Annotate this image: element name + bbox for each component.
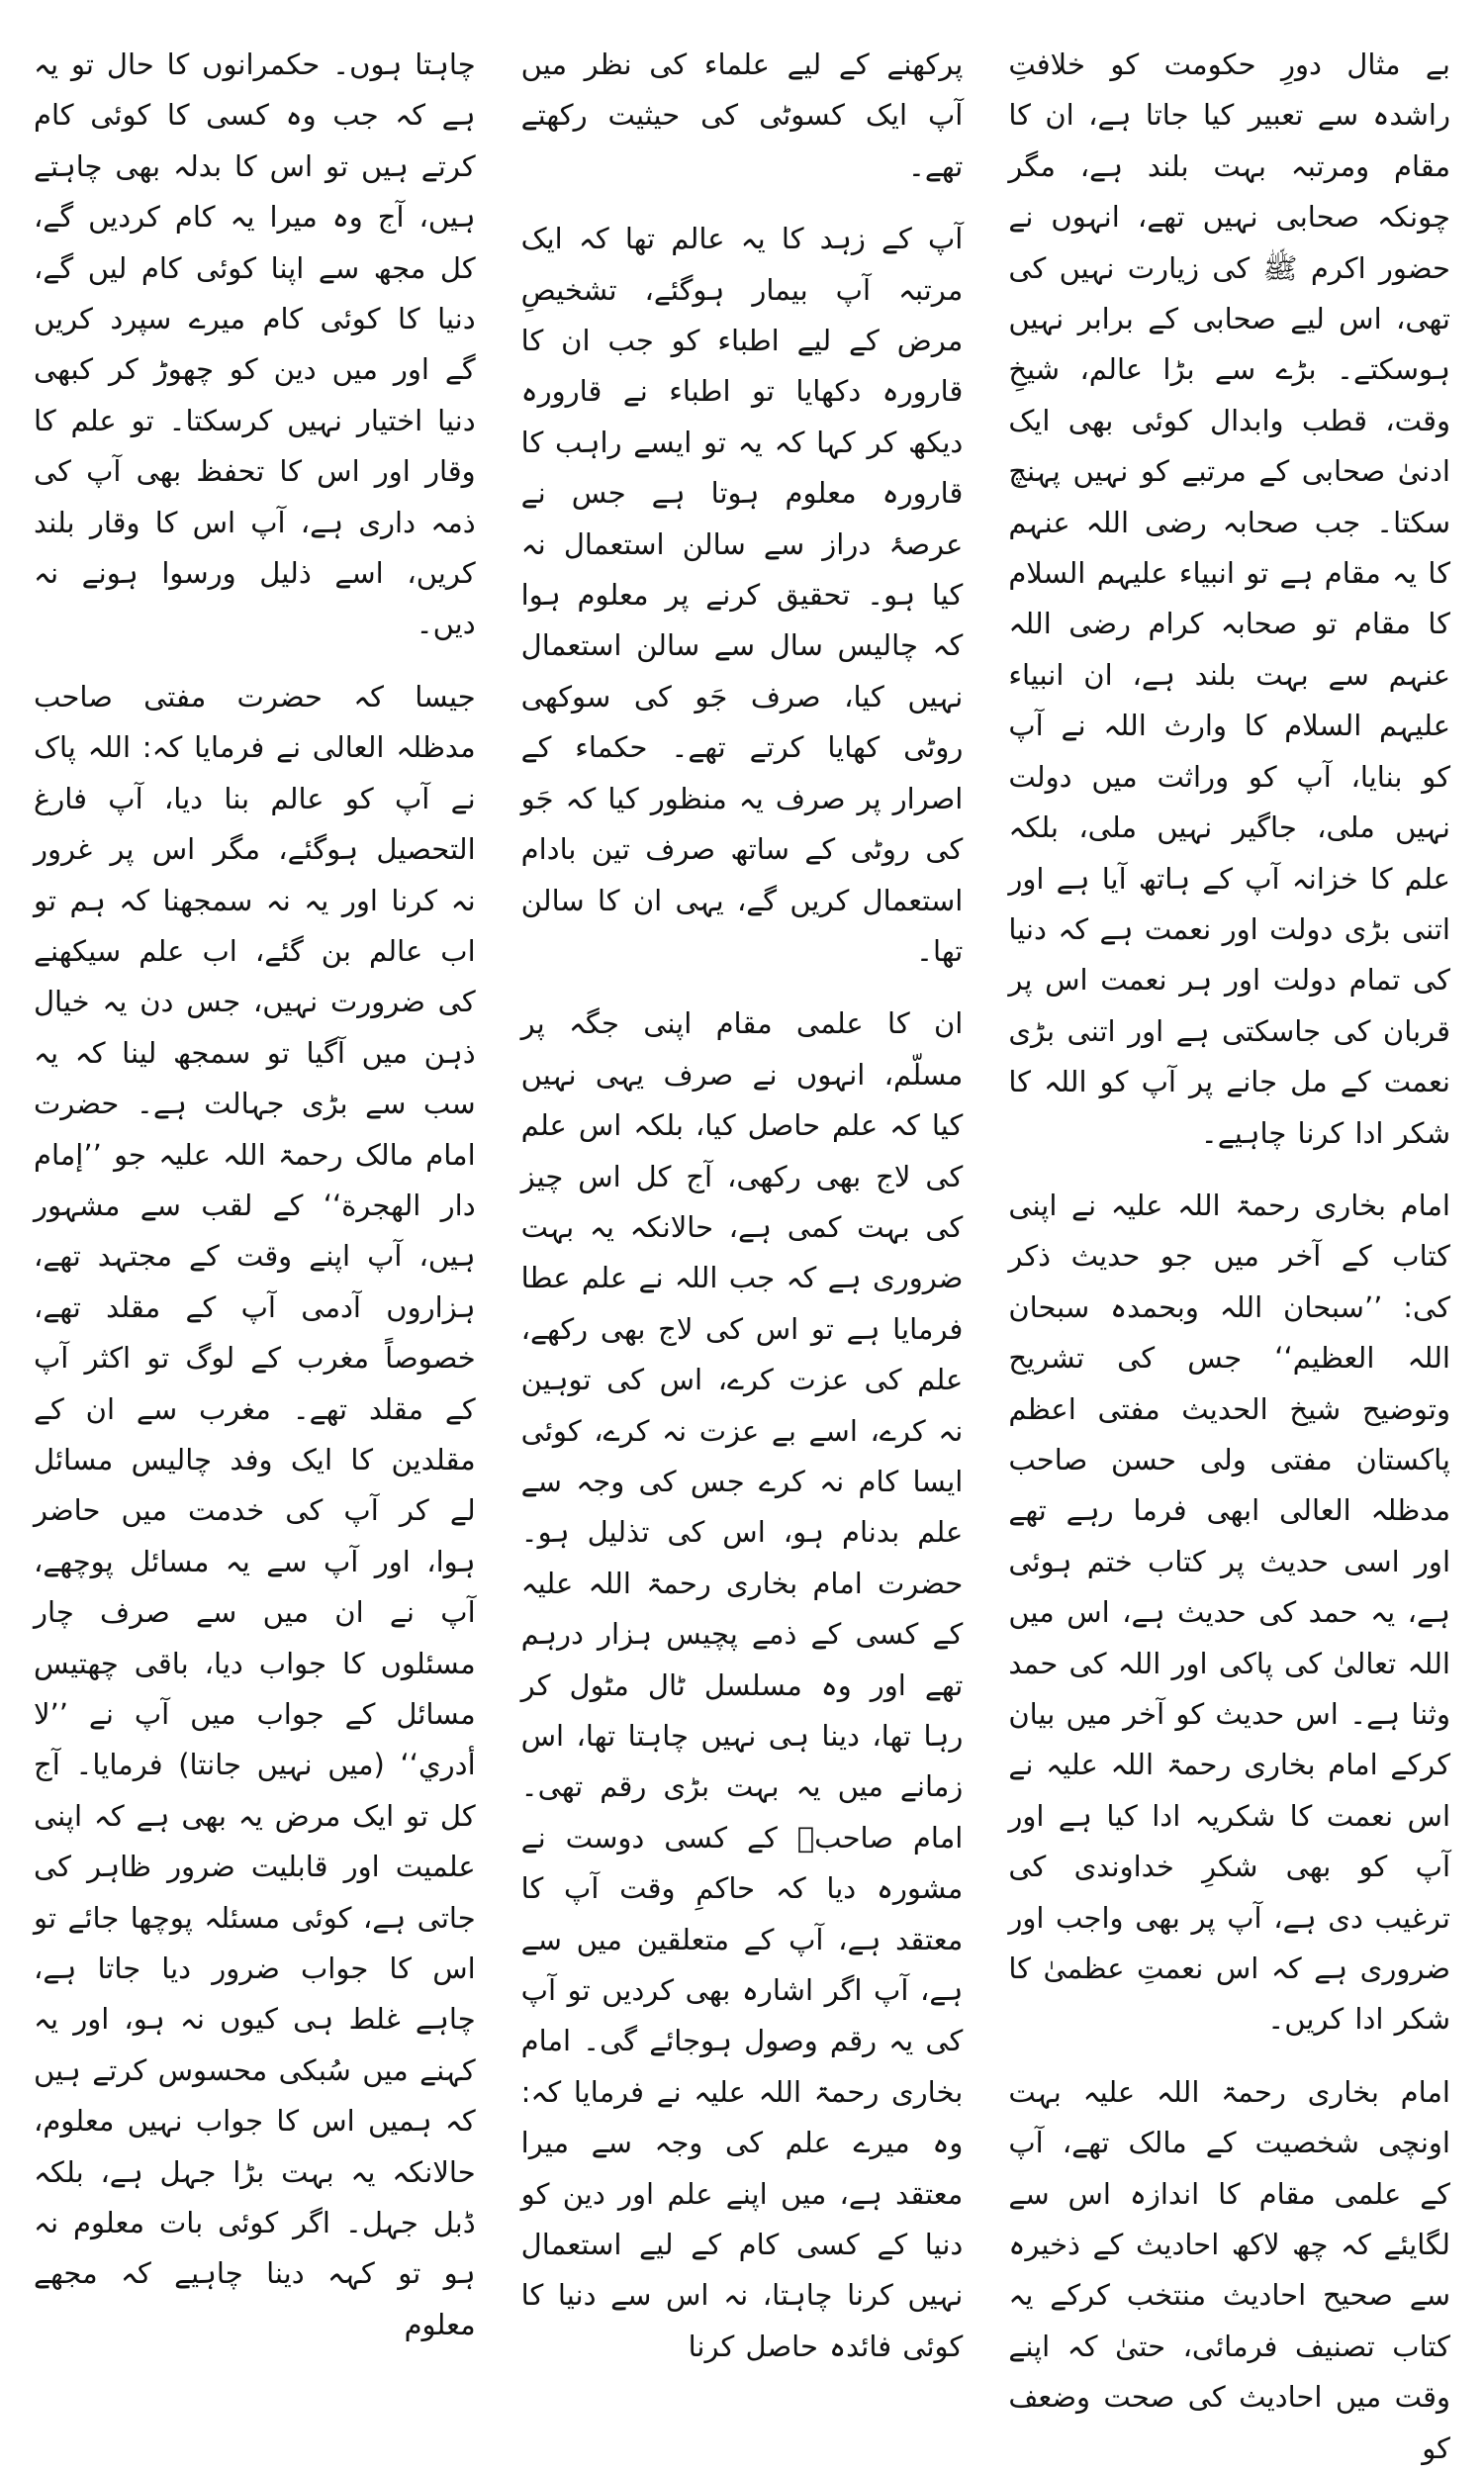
paragraph: بے مثال دورِ حکومت کو خلافتِ راشدہ سے تعبیر کیا جاتا ہے، ان کا مقام ومرتبہ بہت بلند ہے، مگر چونکہ صحابی نہیں تھے، انہوں نے حضور اکرم ﷺ کی زیارت نہیں کی تھی، اس لیے صحابی کے برابر نہیں ہوسکتے۔ بڑے سے بڑا عالم، شیخِ وقت، قطب وابدال کوئی بھی ایک ادنیٰ صحابی کے مرتبے کو نہیں پہنچ سکتا۔ جب صحابہ رضی اللہ عنہم کا یہ مقام ہے تو انبیاء علیہم السلام کا مقام تو صحابہ کرام رضی اللہ عنہم سے بہت بلند ہے، ان انبیاء علیہم السلام کا وارث اللہ نے آپ کو بنایا، آپ کو وراثت میں دولت نہیں ملی، جاگیر نہیں ملی، بلکہ علم کا خزانہ آپ کے ہاتھ آیا ہے اور اتنی بڑی دولت اور نعمت ہے کہ دنیا کی تمام دولت اور ہر نعمت اس پر قربان کی جاسکتی ہے اور اتنی بڑی نعمت کے مل جانے پر آپ کو اللہ کا شکر ادا کرنا چاہیے۔	[1008, 48, 1450, 1150]
column-1	[1008, 40, 1450, 2465]
paragraph: امام بخاری رحمۃ اللہ علیہ نے اپنی کتاب کے آخر میں جو حدیث ذکر کی: ’’سبحان اللہ وبحمدہ سبحان اللہ العظیم‘‘ جس کی تشریح وتوضیح شیخ الحدیث مفتی اعظم پاکستان مفتی ولی حسن صاحب مدظلہ العالی ابھی فرما رہے تھے اور اسی حدیث پر کتاب ختم ہوئی ہے، یہ حمد کی حدیث ہے، اس میں اللہ تعالیٰ کی پاکی اور اللہ کی حمد وثنا ہے۔ اس حدیث کو آخر میں بیان کرکے امام بخاری رحمۃ اللہ علیہ نے اس نعمت کا شکریہ ادا کیا ہے اور آپ کو بھی شکرِ خداوندی کی ترغیب دی ہے، آپ پر بھی واجب اور ضروری ہے کہ اس نعمتِ عظمیٰ کا شکر ادا کریں۔	[1008, 1188, 1450, 2037]
column-2	[520, 40, 964, 2363]
column-3	[33, 40, 476, 2341]
paragraph: ان کا علمی مقام اپنی جگہ پر مسلّم، انہوں نے صرف یہی نہیں کیا کہ علم حاصل کیا، بلکہ اس علم کی لاج بھی رکھی، آج کل اس چیز کی بہت کمی ہے، حالانکہ یہ بہت ضروری ہے کہ جب اللہ نے علم عطا فرمایا ہے تو اس کی لاج بھی رکھے، علم کی عزت کرے، اس کی توہین نہ کرے، اسے بے عزت نہ کرے، کوئی ایسا کام نہ کرے جس کی وجہ سے علم بدنام ہو، اس کی تذلیل ہو۔ حضرت امام بخاری رحمۃ اللہ علیہ کے کسی کے ذمے پچیس ہزار درہم تھے اور وہ مسلسل ٹال مٹول کر رہا تھا، دینا ہی نہیں چاہتا تھا، اس زمانے میں یہ بہت بڑی رقم تھی۔ امام صاحبؒ کے کسی دوست نے مشورہ دیا کہ حاکمِ وقت آپ کا معتقد ہے، آپ کے متعلقین میں سے ہے، آپ اگر اشارہ بھی کردیں تو آپ کی یہ رقم وصول ہوجائے گی۔ امام بخاری رحمۃ اللہ علیہ نے فرمایا کہ: وہ میرے علم کی وجہ سے میرا معتقد ہے، میں اپنے علم اور دین کو دنیا کے کسی کام کے لیے استعمال نہیں کرنا چاہتا، نہ اس سے دنیا کا کوئی فائدہ حاصل کرنا	[520, 1006, 964, 2363]
paragraph: جیسا کہ حضرت مفتی صاحب مدظلہ العالی نے فرمایا کہ: اللہ پاک نے آپ کو عالم بنا دیا، آپ فارغ التحصیل ہوگئے، مگر اس پر غرور نہ کرنا اور یہ نہ سمجھنا کہ ہم تو اب عالم بن گئے، اب علم سیکھنے کی ضرورت نہیں، جس دن یہ خیال ذہن میں آگیا تو سمجھ لینا کہ یہ سب سے بڑی جہالت ہے۔ حضرت امام مالک رحمۃ اللہ علیہ جو ’’إمام دار الهجرة‘‘ کے لقب سے مشہور ہیں، آپ اپنے وقت کے مجتہد تھے، ہزاروں آدمی آپ کے مقلد تھے، خصوصاً مغرب کے لوگ تو اکثر آپ کے مقلد تھے۔ مغرب سے ان کے مقلدین کا ایک وفد چالیس مسائل لے کر آپ کی خدمت میں حاضر ہوا، اور آپ سے یہ مسائل پوچھے، آپ نے ان میں سے صرف چار مسئلوں کا جواب دیا، باقی چھتیس مسائل کے جواب میں آپ نے ’’لا أدري‘‘ (میں نہیں جانتا) فرمایا۔ آج کل تو ایک مرض یہ بھی ہے کہ اپنی علمیت اور قابلیت ضرور ظاہر کی جاتی ہے، کوئی مسئلہ پوچھا جائے تو اس کا جواب ضرور دیا جاتا ہے، چاہے غلط ہی کیوں نہ ہو، اور یہ کہنے میں سُبکی محسوس کرتے ہیں کہ ہمیں اس کا جواب نہیں معلوم، حالانکہ یہ بہت بڑا جہل ہے، بلکہ ڈبل جہل۔ اگر کوئی بات معلوم نہ ہو تو کہہ دینا چاہیے کہ مجھے معلوم	[33, 679, 476, 2341]
paragraph: آپ کے زہد کا یہ عالم تھا کہ ایک مرتبہ آپ بیمار ہوگئے، تشخیصِ مرض کے لیے اطباء کو جب ان کا قارورہ دکھایا تو اطباء نے قارورہ دیکھ کر کہا کہ یہ تو ایسے راہب کا قارورہ معلوم ہوتا ہے جس نے عرصۂ دراز سے سالن استعمال نہ کیا ہو۔ تحقیق کرنے پر معلوم ہوا کہ چالیس سال سے سالن استعمال نہیں کیا، صرف جَو کی سوکھی روٹی کھایا کرتے تھے۔ حکماء کے اصرار پر صرف یہ منظور کیا کہ جَو کی روٹی کے ساتھ صرف تین بادام استعمال کریں گے، یہی ان کا سالن تھا۔	[520, 222, 964, 968]
paragraph: پرکھنے کے لیے علماء کی نظر میں آپ ایک کسوٹی کی حیثیت رکھتے تھے۔	[520, 48, 964, 183]
paragraph: چاہتا ہوں۔ حکمرانوں کا حال تو یہ ہے کہ جب وہ کسی کا کوئی کام کرتے ہیں تو اس کا بدلہ بھی چاہتے ہیں، آج وہ میرا یہ کام کردیں گے، کل مجھ سے اپنا کوئی کام لیں گے، دنیا کا کوئی کام میرے سپرد کریں گے اور میں دین کو چھوڑ کر کبھی دنیا اختیار نہیں کرسکتا۔ تو علم کا وقار اور اس کا تحفظ بھی آپ کی ذمہ داری ہے، آپ اس کا وقار بلند کریں، اسے ذلیل ورسوا ہونے نہ دیں۔	[33, 48, 476, 641]
paragraph: امام بخاری رحمۃ اللہ علیہ بہت اونچی شخصیت کے مالک تھے، آپ کے علمی مقام کا اندازہ اس سے لگایئے کہ چھ لاکھ احادیث کے ذخیرہ سے صحیح احادیث منتخب کرکے یہ کتاب تصنیف فرمائی، حتیٰ کہ اپنے وقت میں احادیث کی صحت وضعف کو	[1008, 2074, 1450, 2465]
